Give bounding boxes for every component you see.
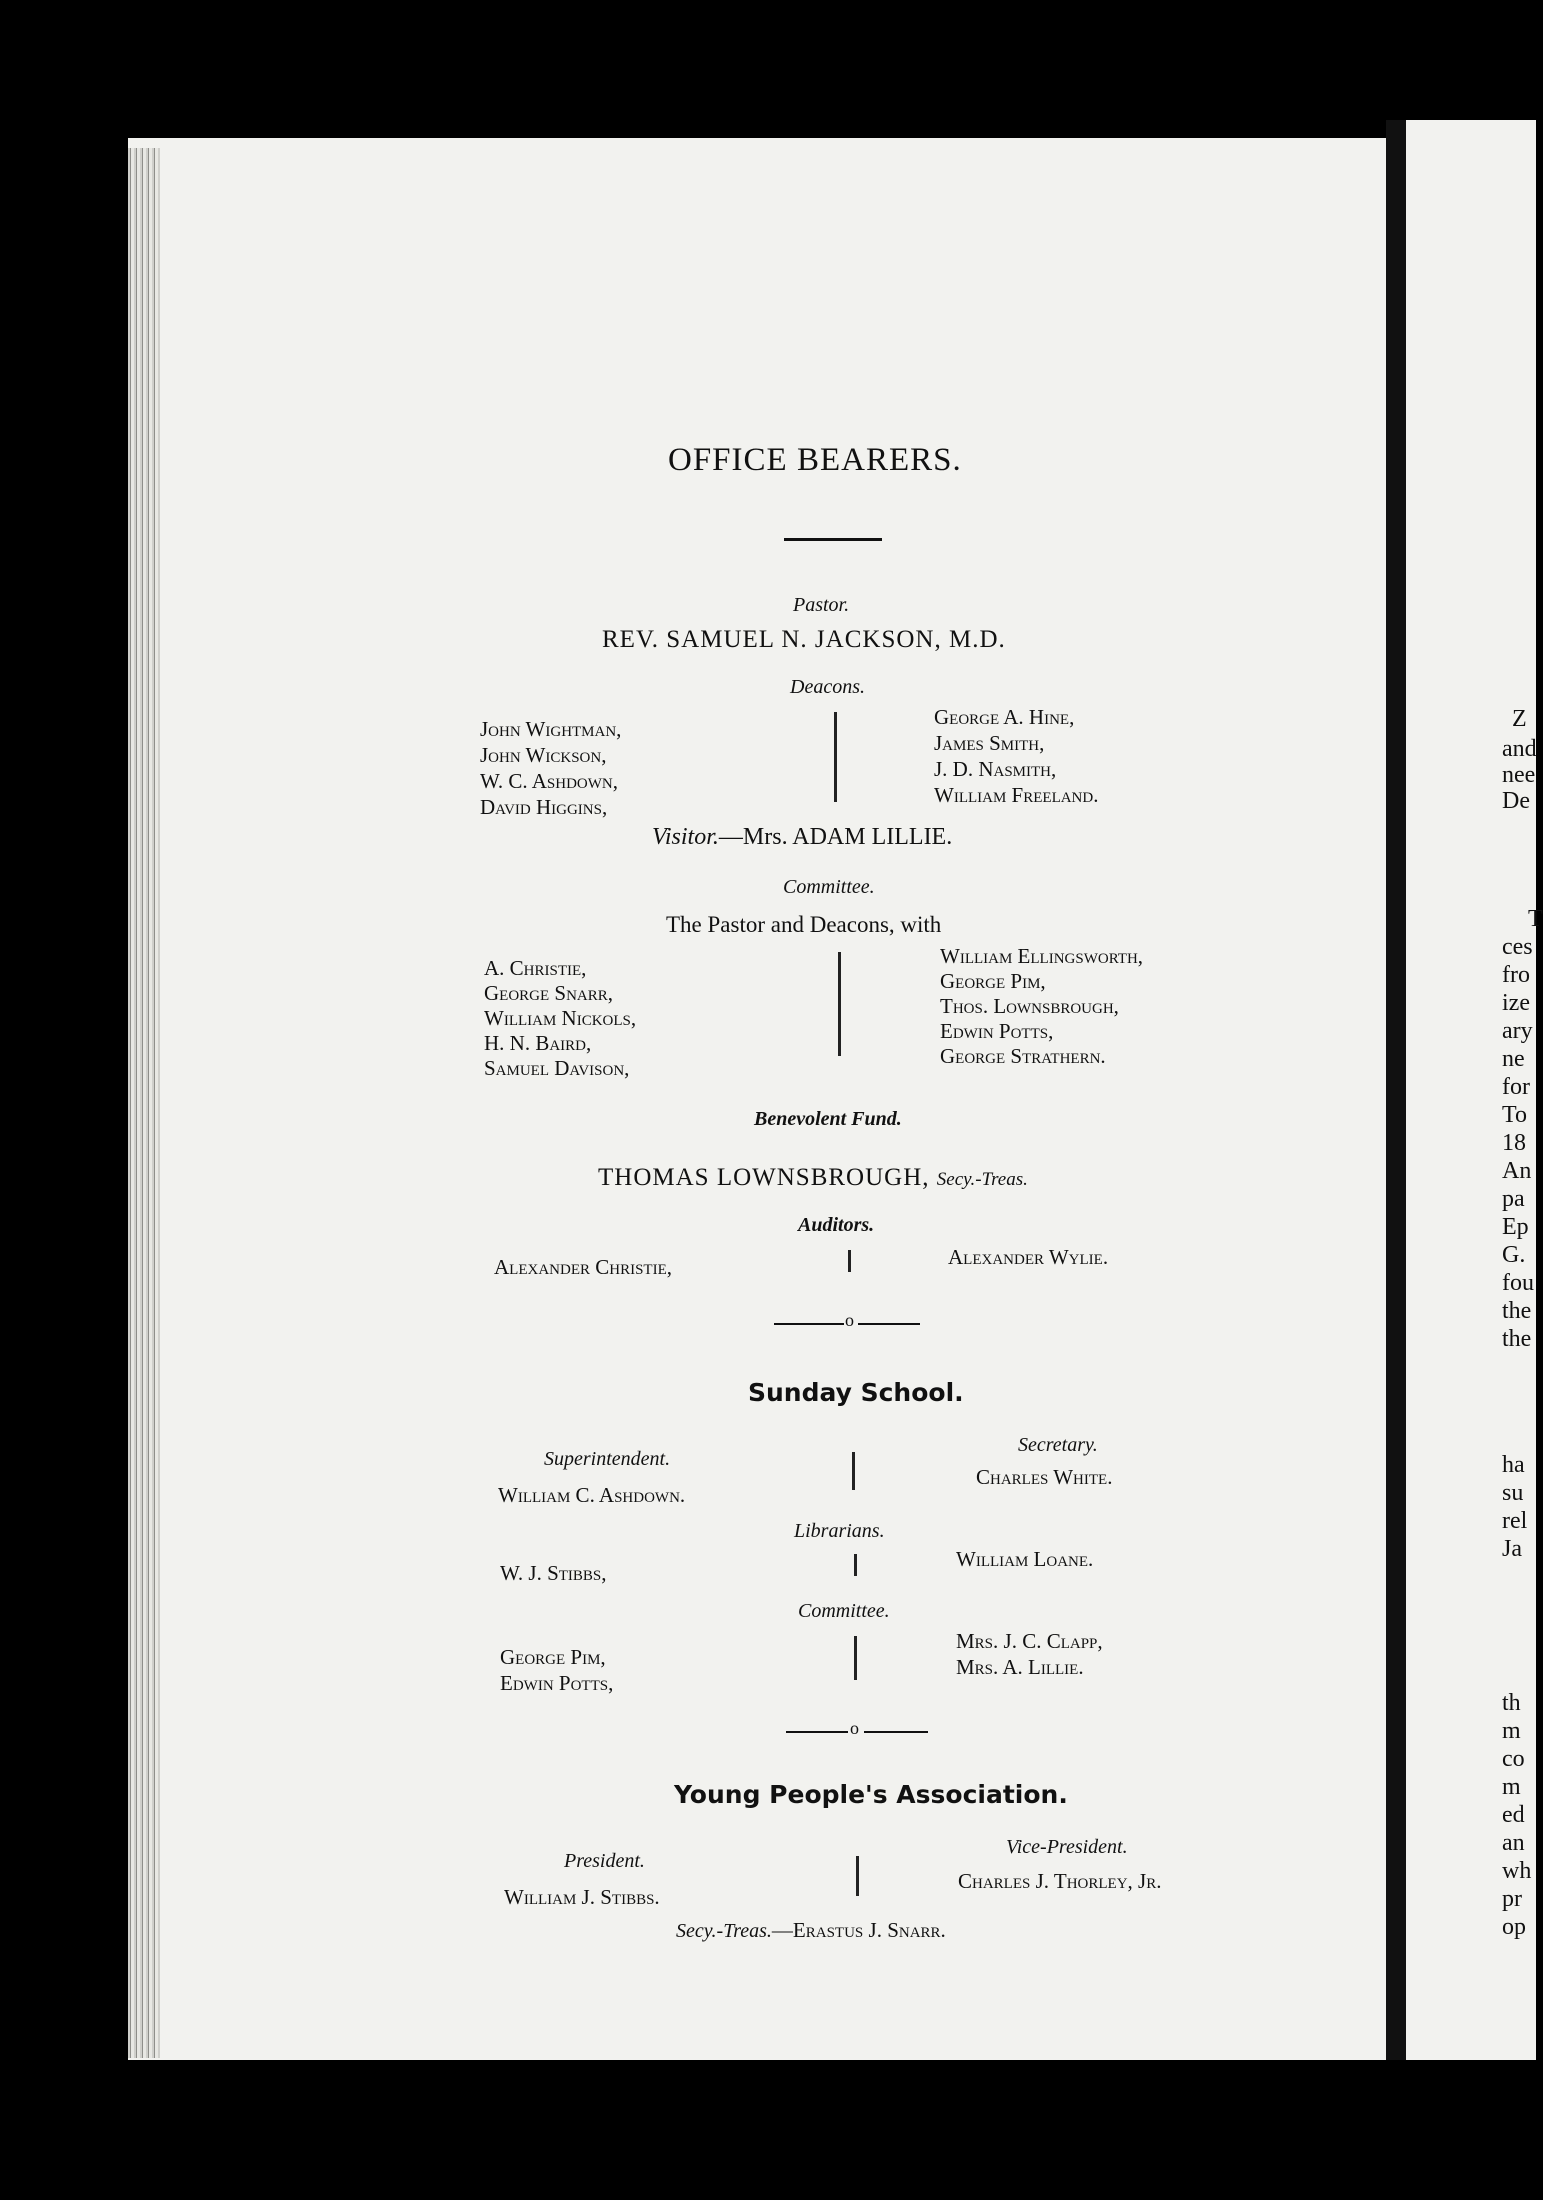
column-divider — [854, 1554, 857, 1576]
committee-label: Committee. — [783, 876, 875, 898]
separator-rule — [786, 1731, 848, 1733]
ss-committee-left — [500, 1644, 613, 1696]
separator-rule — [864, 1731, 928, 1733]
auditor-right: Alexander Wylie. — [948, 1245, 1109, 1269]
book-gutter — [1386, 120, 1406, 2070]
secy-name: —Erastus J. Snarr. — [771, 1918, 946, 1942]
right-page-fragment: ces — [1502, 934, 1533, 960]
pastor-label: Pastor. — [793, 594, 850, 616]
secretary-name: Charles White. — [976, 1465, 1113, 1489]
visitor-label: Visitor. — [652, 824, 719, 850]
secy-label: Secy.-Treas. — [676, 1920, 772, 1942]
committee-member: Samuel Davison, — [484, 1056, 630, 1080]
right-page-fragment: ary — [1502, 1018, 1533, 1044]
deacons-left-list — [480, 716, 621, 820]
scan-border — [128, 2060, 1536, 2200]
column-divider — [856, 1856, 859, 1896]
right-page-fragment: op — [1502, 1914, 1526, 1940]
right-page-fragment: the — [1502, 1298, 1532, 1324]
ypa-heading: Young People's Association. — [674, 1780, 1068, 1809]
committee-member: William Ellingsworth, — [940, 944, 1144, 968]
auditor-left: Alexander Christie, — [494, 1255, 672, 1279]
right-page-fragment: pa — [1502, 1186, 1525, 1212]
right-page-fragment: G. — [1502, 1242, 1526, 1268]
right-page-fragment: ha — [1502, 1452, 1525, 1478]
superintendent-label: Superintendent. — [544, 1448, 671, 1470]
separator-mark: o — [845, 1310, 854, 1330]
column-divider — [838, 952, 841, 1056]
benevolent-line — [598, 1164, 1028, 1192]
right-page-fragment: Z — [1512, 706, 1527, 732]
column-divider — [852, 1452, 855, 1490]
right-page-fragment: the — [1502, 1326, 1532, 1352]
committee-left-list — [484, 956, 636, 1081]
title-rule — [784, 538, 882, 541]
page-edge — [128, 148, 160, 2058]
committee-member: Mrs. J. C. Clapp, — [956, 1629, 1103, 1653]
committee-member: George Pim, — [500, 1645, 606, 1669]
right-page-fragment: fro — [1502, 962, 1530, 988]
ss-committee-label: Committee. — [798, 1600, 890, 1622]
secretary-label: Secretary. — [1018, 1434, 1098, 1456]
visitor-name: —Mrs. ADAM LILLIE. — [718, 824, 953, 850]
committee-member: George Pim, — [940, 969, 1046, 993]
deacon-name: George A. Hine, — [934, 705, 1075, 729]
right-page-fragment: and — [1502, 736, 1537, 762]
right-page-fragment: m — [1502, 1718, 1521, 1744]
librarians-label: Librarians. — [794, 1520, 885, 1542]
president-name: William J. Stibbs. — [504, 1885, 660, 1909]
committee-right-list — [940, 944, 1143, 1069]
separator-mark: o — [850, 1718, 859, 1738]
right-page-fragment: ed — [1502, 1802, 1525, 1828]
right-page-fragment: nee — [1502, 762, 1536, 788]
deacon-name: David Higgins, — [480, 795, 608, 819]
left-page — [128, 138, 1386, 2060]
committee-intro: The Pastor and Deacons, with — [666, 912, 942, 937]
committee-member: Thos. Lownsbrough, — [940, 994, 1119, 1018]
right-page-fragment: fou — [1502, 1270, 1534, 1296]
right-page-fragment: th — [1502, 1690, 1521, 1716]
right-page-fragment: an — [1502, 1830, 1525, 1856]
vp-label: Vice-President. — [1006, 1836, 1128, 1858]
right-page-fragment: m — [1502, 1774, 1521, 1800]
right-page-fragment: co — [1502, 1746, 1525, 1772]
column-divider — [854, 1636, 857, 1680]
committee-member: H. N. Baird, — [484, 1031, 592, 1055]
vp-name: Charles J. Thorley, Jr. — [958, 1869, 1162, 1893]
right-page-fragment: wh — [1502, 1858, 1532, 1884]
benevolent-label: Benevolent Fund. — [754, 1108, 902, 1130]
committee-member: A. Christie, — [484, 956, 587, 980]
committee-member: Edwin Potts, — [500, 1671, 614, 1695]
column-divider — [848, 1250, 851, 1272]
column-divider — [834, 712, 837, 802]
committee-member: Edwin Potts, — [940, 1019, 1054, 1043]
right-page-fragment: De — [1502, 788, 1530, 814]
visitor-line — [652, 824, 952, 851]
right-page-fragment: To — [1502, 1102, 1527, 1128]
librarian-right: William Loane. — [956, 1547, 1094, 1571]
pastor-name: REV. SAMUEL N. JACKSON, M.D. — [602, 626, 1006, 653]
committee-member: Mrs. A. Lillie. — [956, 1655, 1084, 1679]
ypa-secy-line — [676, 1918, 946, 1943]
deacons-right-list — [934, 704, 1098, 808]
committee-member: George Snarr, — [484, 981, 614, 1005]
committee-member: William Nickols, — [484, 1006, 637, 1030]
right-page-fragment: An — [1502, 1158, 1532, 1184]
committee-member: George Strathern. — [940, 1044, 1106, 1068]
librarian-left: W. J. Stibbs, — [500, 1561, 607, 1585]
right-page-fragment: su — [1502, 1480, 1524, 1506]
deacon-name: William Freeland. — [934, 783, 1099, 807]
right-page-fragment: ize — [1502, 990, 1530, 1016]
treasurer-role: Secy.-Treas. — [936, 1169, 1028, 1190]
page-title: OFFICE BEARERS. — [668, 442, 962, 478]
deacon-name: John Wightman, — [480, 717, 622, 741]
right-page-fragment: Ja — [1502, 1536, 1522, 1562]
right-page-fragment: rel — [1502, 1508, 1528, 1534]
deacon-name: John Wickson, — [480, 743, 607, 767]
right-page-fragment: 18 — [1502, 1130, 1526, 1156]
right-page-fragment: T — [1528, 906, 1543, 932]
right-page-fragment: ne — [1502, 1046, 1525, 1072]
deacon-name: J. D. Nasmith, — [934, 757, 1057, 781]
president-label: President. — [564, 1850, 645, 1872]
sunday-school-heading: Sunday School. — [748, 1378, 964, 1407]
treasurer-name: THOMAS LOWNSBROUGH, — [598, 1164, 930, 1191]
right-page-fragment: for — [1502, 1074, 1530, 1100]
right-page-fragment: pr — [1502, 1886, 1522, 1912]
deacons-label: Deacons. — [790, 676, 865, 698]
auditors-label: Auditors. — [798, 1214, 875, 1236]
deacon-name: James Smith, — [934, 731, 1045, 755]
deacon-name: W. C. Ashdown, — [480, 769, 618, 793]
superintendent-name: William C. Ashdown. — [498, 1483, 686, 1507]
separator-rule — [774, 1323, 844, 1325]
right-page-fragment: Ep — [1502, 1214, 1529, 1240]
separator-rule — [858, 1323, 920, 1325]
ss-committee-right — [956, 1628, 1103, 1680]
